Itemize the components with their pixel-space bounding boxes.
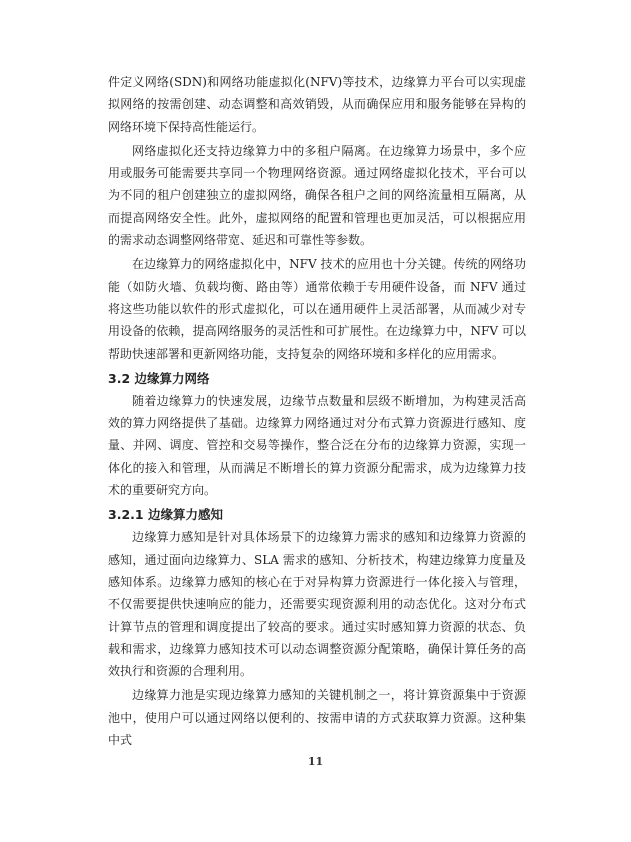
page-body [108,71,526,753]
subsection-heading: 3.2.1 边缘算力感知 [108,507,223,523]
paragraph-edge-compute-network: 随着边缘算力的快速发展，边缘节点数量和层级不断增加，为构建灵活高效的算力网络提供了基础。边缘算力网络通过对分布式算力资源进行感知、度量、并网、调度、管控和交易等操作，整合泛在分布的边缘算力资源，实现一体化的接入和管理，从而满足不断增长的算力资源分配需求，成为边缘算力技术的重要研究方向。 [108,393,526,498]
paragraph-nfv-application: 在边缘算力的网络虚拟化中，NFV 技术的应用也十分关键。传统的网络功能（如防火墙、负载均衡、路由等）通常依赖于专用硬件设备，而 NFV 通过将这些功能以软件的形式虚拟化，可以在通用硬件上灵活部署，从而减少对专用设备的依赖，提高网络服务的灵活性和可扩展性。在边缘算力中，NFV 可以帮助快速部署和更新网络功能，支持复杂的网络环境和多样化的应用需求。 [108,257,526,361]
paragraph-sdn-nfv-continuation: 件定义网络(SDN)和网络功能虚拟化(NFV)等技术，边缘算力平台可以实现虚拟网络的按需创建、动态调整和高效销毁，从而确保应用和服务能够在异构的网络环境下保持高性能运行。 [108,75,526,134]
paragraph-multi-tenant-isolation: 网络虚拟化还支持边缘算力中的多租户隔离。在边缘算力场景中，多个应用或服务可能需要共享同一个物理网络资源。通过网络虚拟化技术，平台可以为不同的租户创建独立的虚拟网络，确保各租户之间的网络流量相互隔离，从而提高网络安全性。此外，虚拟网络的配置和管理也更加灵活，可以根据应用的需求动态调整网络带宽、延迟和可靠性等参数。 [108,143,526,248]
section-heading: 3.2 边缘算力网络 [108,370,210,386]
page-number: 11 [307,755,324,768]
paragraph-compute-sensing: 边缘算力感知是针对具体场景下的边缘算力需求的感知和边缘算力资源的感知，通过面向边缘算力、SLA 需求的感知、分析技术，构建边缘算力度量及感知体系。边缘算力感知的核心在于对异构算力资源进行一体化接入与管理，不仅需要提供快速响应的能力，还需要实现资源利用的动态优化。这对分布式计算节点的管理和调度提出了较高的要求。通过实时感知算力资源的状态、负载和需求，边缘算力感知技术可以动态调整资源分配策略，确保计算任务的高效执行和资源的合理利用。 [108,530,526,679]
paragraph-compute-pool: 边缘算力池是实现边缘算力感知的关键机制之一，将计算资源集中于资源池中，使用户可以通过网络以便利的、按需申请的方式获取算力资源。这种集中式 [108,688,526,748]
